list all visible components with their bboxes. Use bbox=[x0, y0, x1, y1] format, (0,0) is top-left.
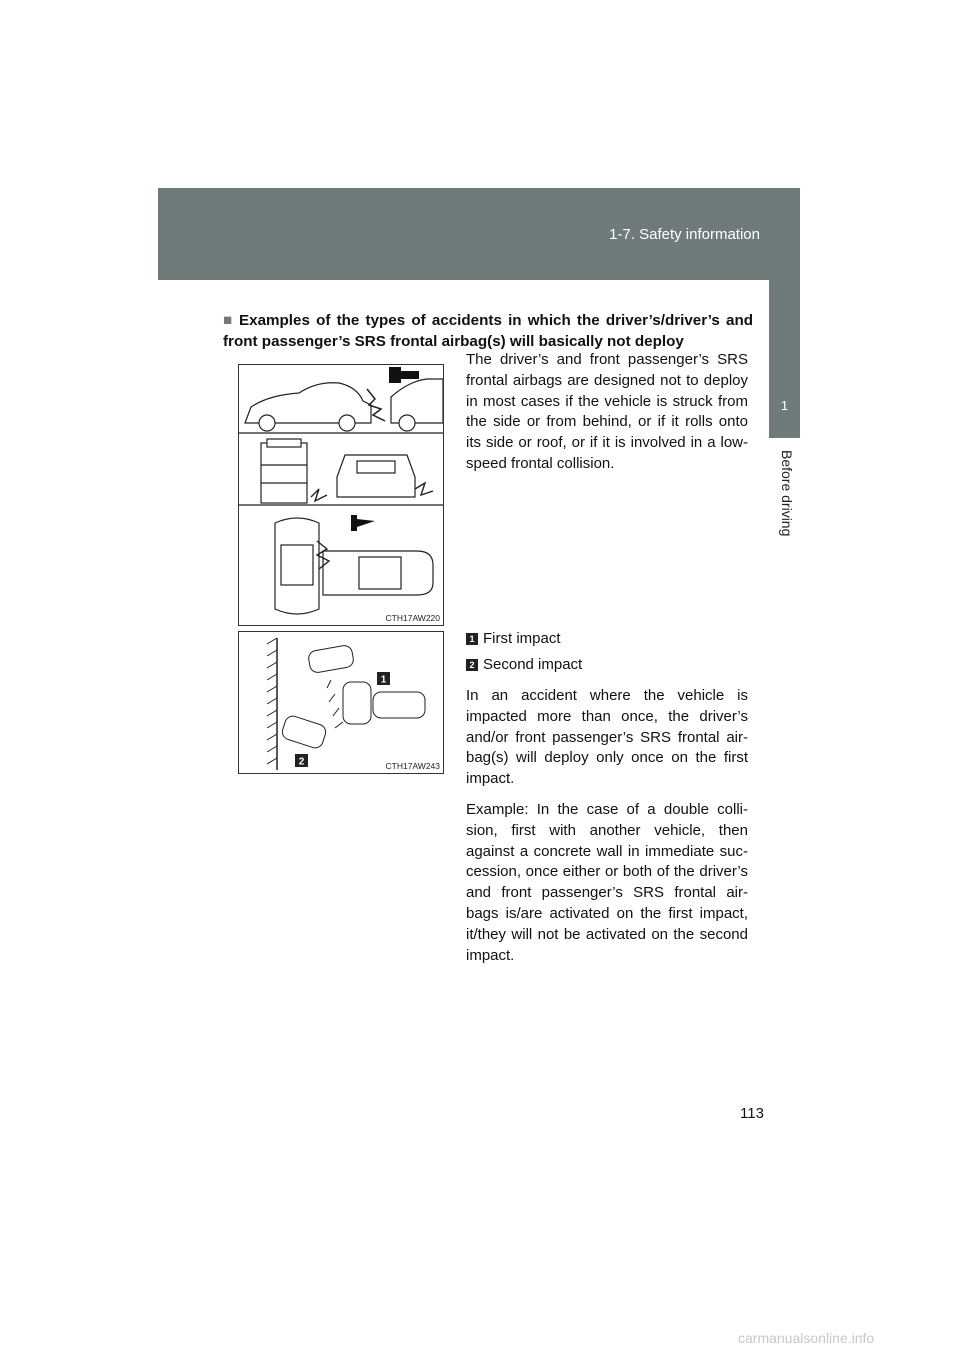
list-item bbox=[466, 630, 561, 647]
heading-bullet: ■ bbox=[223, 312, 233, 329]
collision-types-illustration bbox=[239, 365, 443, 625]
page-number: 113 bbox=[740, 1105, 764, 1122]
watermark: carmanualsonline.info bbox=[738, 1330, 875, 1346]
chapter-number: 1 bbox=[780, 398, 789, 413]
figure-collision-types bbox=[238, 364, 444, 626]
figure-double-collision bbox=[238, 631, 444, 774]
figure-code: CTH17AW220 bbox=[385, 613, 440, 623]
figure-code: CTH17AW243 bbox=[385, 761, 440, 771]
list-item-label: Second impact bbox=[483, 656, 583, 673]
double-collision-illustration bbox=[239, 632, 443, 773]
list-item-label: First impact bbox=[483, 630, 561, 647]
paragraph-deploy-conditions: The driver’s and front passenger’s SRS frontal airbags are designed not to deploy in most cases if the vehicle is struck from the side or from behind, or if it rolls onto its side or roof, or if it is involved in a low-speed frontal collision. bbox=[466, 351, 748, 472]
number-badge: 1 bbox=[466, 633, 478, 645]
chapter-label: Before driving bbox=[779, 450, 795, 537]
list-item bbox=[466, 656, 582, 673]
paragraph-multiple-impacts: In an accident where the vehicle is impacted more than once, the driver’s and/or front passenger’s SRS frontal air-bag(s) will deploy only once on the first impact. bbox=[466, 687, 748, 788]
chapter-tab bbox=[769, 280, 800, 438]
figure-callout-2: 2 bbox=[298, 756, 305, 768]
figure-callout-1: 1 bbox=[380, 674, 387, 686]
section-title: 1-7. Safety information bbox=[609, 226, 760, 243]
header-band bbox=[158, 188, 800, 280]
number-badge: 2 bbox=[466, 659, 478, 671]
section-heading bbox=[223, 310, 753, 352]
heading-text: Examples of the types of accidents in which the driver’s/driver’s and front passenger’s SRS frontal airbag(s) will basically not deploy bbox=[223, 312, 753, 350]
paragraph-example: Example: In the case of a double colli-sion, first with another vehicle, then against a concrete wall in immediate suc-cession, once either or both of the driver’s and front passenger’s SRS frontal air-bags is/are activated on the first impact, it/they will not be activated on the second impact. bbox=[466, 801, 748, 964]
